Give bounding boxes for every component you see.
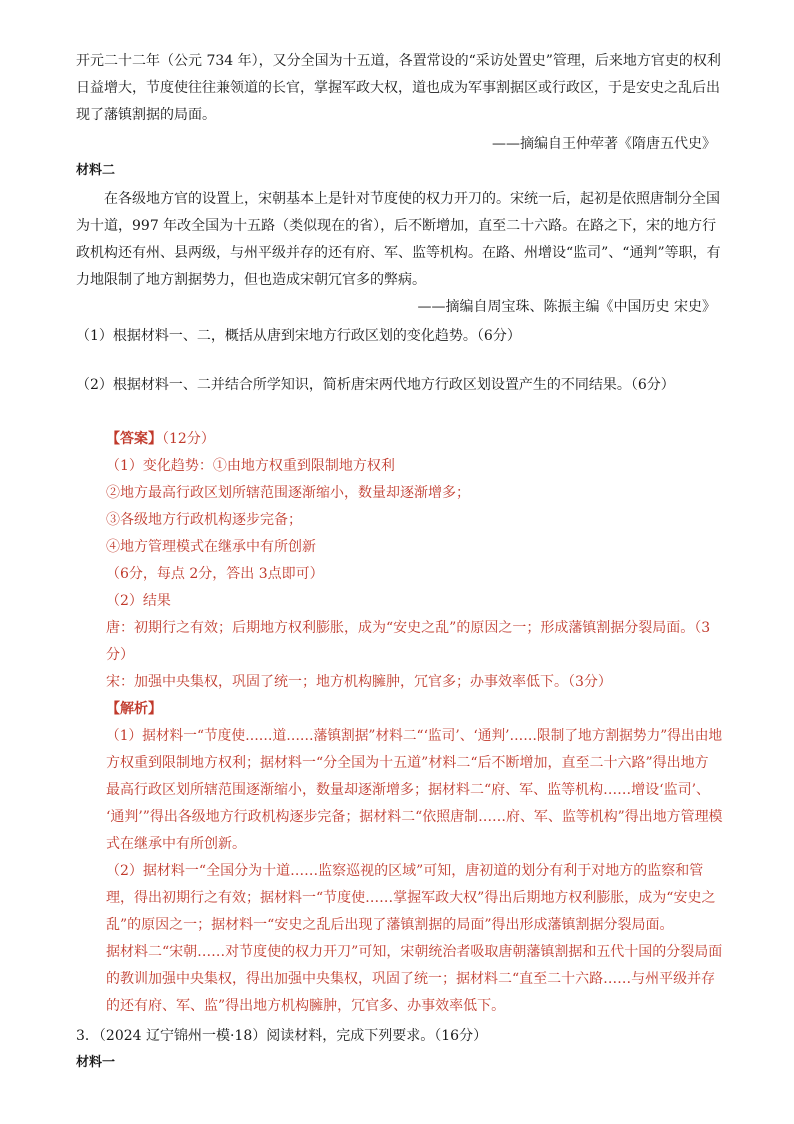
- material1-title-next: 材料一: [76, 1055, 116, 1070]
- question-1: （1）根据材料一、二，概括从唐到宋地方行政区划的变化趋势。（6分）: [76, 328, 521, 344]
- analysis-line: 方权重到限制地方权利；据材料一“分全国为十五道”材料二“后不断增加，直至二十六路”得出地方: [106, 755, 709, 771]
- question-3-heading: 3．（2024 辽宁锦州一模·18）阅读材料，完成下列要求。（16分）: [76, 1028, 488, 1044]
- material2-line: 在各级地方官的设置上，宋朝基本上是针对节度使的权力开刀的。宋统一后，起初是依照唐制分全国: [104, 191, 720, 207]
- answer-line: （6分，每点 2分，答出 3点即可）: [106, 566, 324, 582]
- material2-title: 材料二: [76, 163, 116, 178]
- analysis-line: 理，得出初期行之有效；据材料一“节度使……掌握军政大权”得出后期地方权利膨胀，成为“安史之: [106, 890, 716, 906]
- answer-heading: [106, 428, 215, 450]
- analysis-line: 的还有府、军、监”得出地方机构臃肿，冗官多、办事效率低下。: [106, 998, 506, 1014]
- material1-line: 日益增大，节度使往往兼领道的长官，掌握军政大权，道也成为军事割据区或行政区，于是安史之乱后出: [76, 80, 720, 96]
- material1-source: ——摘编自王仲荦著《隋唐五代史》: [492, 136, 716, 152]
- analysis-label: 【解析】: [106, 701, 162, 717]
- answer-line: （2）结果: [106, 593, 171, 609]
- answer-line: ③各级地方行政机构逐步完备；: [106, 512, 302, 528]
- material1-line: 开元二十二年（公元 734 年），又分全国为十五道，各置常设的“采访处置史”管理，后来地方官吏的权利: [76, 53, 721, 69]
- answer-line: 唐：初期行之有效；后期地方权利膨胀，成为“安史之乱”的原因之一；形成藩镇割据分裂局面。（3: [106, 620, 711, 636]
- material2-source: ——摘编自周宝珠、陈振主编《中国历史 宋史》: [417, 299, 716, 315]
- analysis-line: 乱”的原因之一；据材料一“安史之乱后出现了藩镇割据的局面”得出形成藩镇割据分裂局面。: [106, 917, 674, 933]
- analysis-line: 最高行政区划所辖范围逐渐缩小，数量却逐渐增多；据材料二“府、军、监等机构……增设‘监司’、: [106, 782, 711, 798]
- analysis-line: （2）据材料一“全国分为十道……监察巡视的区域”可知，唐初道的划分有利于对地方的监察和管: [106, 863, 704, 879]
- analysis-line: 据材料二“宋朝……对节度使的权力开刀”可知，宋朝统治者吸取唐朝藩镇割据和五代十国的分裂局面: [106, 944, 723, 960]
- question-2: （2）根据材料一、二并结合所学知识，简析唐宋两代地方行政区划设置产生的不同结果。（6分）: [76, 377, 675, 393]
- answer-line: ②地方最高行政区划所辖范围逐渐缩小，数量却逐渐增多；: [106, 485, 470, 501]
- analysis-line: 的教训加强中央集权，得出加强中央集权，巩固了统一；据材料二“直至二十六路……与州平级并存: [106, 971, 716, 987]
- analysis-line: 式在继承中有所创新。: [106, 836, 246, 852]
- answer-line: （1）变化趋势：①由地方权重到限制地方权利: [106, 458, 395, 474]
- material1-line: 现了藩镇割据的局面。: [76, 107, 216, 123]
- analysis-line: （1）据材料一“节度使……道……藩镇割据”材料二“‘监司’、‘通判’……限制了地方割据势力”得出由地: [106, 728, 723, 744]
- answer-score: （12分）: [162, 431, 215, 447]
- material2-line: 政机构还有州、县两级，与州平级并存的还有府、军、监等机构。在路、州增设“监司”、“通判”等职，有: [76, 245, 721, 261]
- analysis-line: ‘通判’”得出各级地方行政机构逐步完备；据材料二“依照唐制……府、军、监等机构”得出地方管理模: [106, 809, 723, 825]
- answer-line: 分）: [106, 647, 134, 663]
- answer-label: 【答案】: [106, 431, 162, 447]
- answer-line: ④地方管理模式在继承中有所创新: [106, 539, 316, 555]
- material2-line: 力地限制了地方割据势力，但也造成宋朝冗官多的弊病。: [76, 272, 426, 288]
- material2-line: 为十道，997 年改全国为十五路（类似现在的省），后不断增加，直至二十六路。在路之下，宋的地方行: [76, 218, 717, 234]
- answer-line: 宋：加强中央集权，巩固了统一；地方机构臃肿，冗官多；办事效率低下。（3分）: [106, 674, 612, 690]
